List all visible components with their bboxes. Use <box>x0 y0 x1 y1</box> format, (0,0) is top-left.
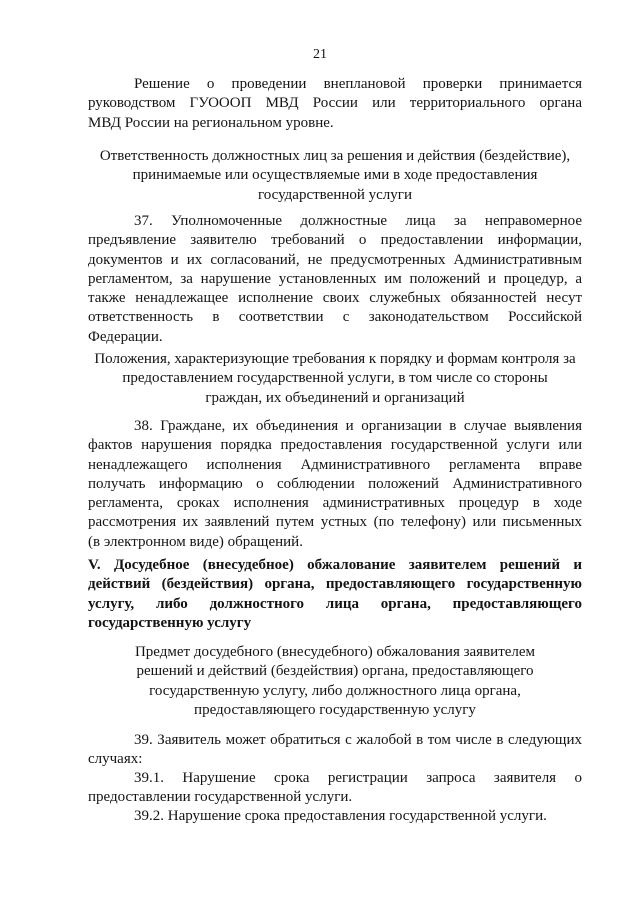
text-line: предоставлении государственной услуги. <box>88 789 353 806</box>
heading-line: действий (бездействия) органа, предоставляющего государственную <box>88 576 582 593</box>
heading-line: граждан, их объединений и организаций <box>205 389 465 406</box>
text-line: ненадлежащего исполнения Административного регламента вправе <box>88 456 582 473</box>
text-line: МВД России на региональном уровне. <box>88 114 334 131</box>
text-line: также ненадлежащее исполнение своих служебных обязанностей несут <box>88 290 582 307</box>
text-line: руководством ГУОООП МВД России или территориального органа <box>88 95 582 112</box>
text-line: случаях: <box>88 751 143 768</box>
text-line: ответственность в соответствии с законодательством Российской <box>88 309 582 326</box>
text-line: рассмотрения их заявлений путем устных (по телефону) или письменных <box>88 514 582 531</box>
text-line: (в электронном виде) обращений. <box>88 533 303 550</box>
text-line: Решение о проведении внеплановой проверки принимается <box>134 76 582 92</box>
heading-line: V. Досудебное (внесудебное) обжалование заявителем решений и <box>88 557 582 573</box>
paragraph-38 <box>88 417 582 552</box>
text-line: получать информацию о соблюдении положений Административного <box>88 475 582 492</box>
text-line: предъявление заявителю требований о предоставлении информации, <box>88 232 582 249</box>
heading-line: государственной услуги <box>258 186 412 203</box>
paragraph-39 <box>88 731 582 770</box>
page-number: 21 <box>313 47 327 62</box>
heading-line: решений и действий (бездействия) органа, предоставляющего <box>136 663 534 680</box>
text-line: 38. Граждане, их объединения и организации в случае выявления <box>134 418 582 434</box>
text-line: 39. Заявитель может обратиться с жалобой в том числе в следующих <box>134 732 582 748</box>
heading-control-requirements <box>88 350 582 408</box>
text-line: фактов нарушения порядка предоставления государственной услуги или <box>88 437 582 454</box>
heading-line: принимаемые или осуществляемые ими в ходе предоставления <box>132 167 538 184</box>
paragraph-39-1 <box>88 769 582 808</box>
section-v-heading <box>88 556 582 633</box>
heading-responsibility <box>88 147 582 205</box>
text-line: 39.2. Нарушение срока предоставления государственной услуги. <box>134 808 547 824</box>
heading-line: государственную услугу, либо должностного лица органа, <box>149 682 521 699</box>
paragraph-39-2 <box>88 807 582 826</box>
text-line: 39.1. Нарушение срока регистрации запроса заявителя о <box>134 770 582 786</box>
text-line: Федерации. <box>88 328 163 345</box>
heading-line: услугу, либо должностного лица органа, предоставляющего <box>88 595 582 612</box>
text-line: регламентом, за нарушение установленных им положений и процедур, а <box>88 270 582 287</box>
text-line: регламента, сроках исполнения административных процедур в ходе <box>88 495 582 512</box>
text-line: 37. Уполномоченные должностные лица за неправомерное <box>134 213 582 229</box>
heading-line: Ответственность должностных лиц за решения и действия (бездействие), <box>99 148 571 164</box>
heading-line: Положения, характеризующие требования к порядку и формам контроля за <box>94 351 576 367</box>
paragraph-37 <box>88 212 582 347</box>
heading-line: Предмет досудебного (внесудебного) обжалования заявителем <box>134 644 536 660</box>
paragraph-unscheduled-inspection <box>88 75 582 133</box>
heading-line: государственную услугу <box>88 614 252 631</box>
heading-line: предоставлением государственной услуги, в том числе со стороны <box>122 370 548 387</box>
text-line: документов и их согласований, не предусмотренных Административным <box>88 251 582 268</box>
heading-line: предоставляющего государственную услугу <box>194 701 476 718</box>
heading-appeal-subject <box>88 643 582 720</box>
